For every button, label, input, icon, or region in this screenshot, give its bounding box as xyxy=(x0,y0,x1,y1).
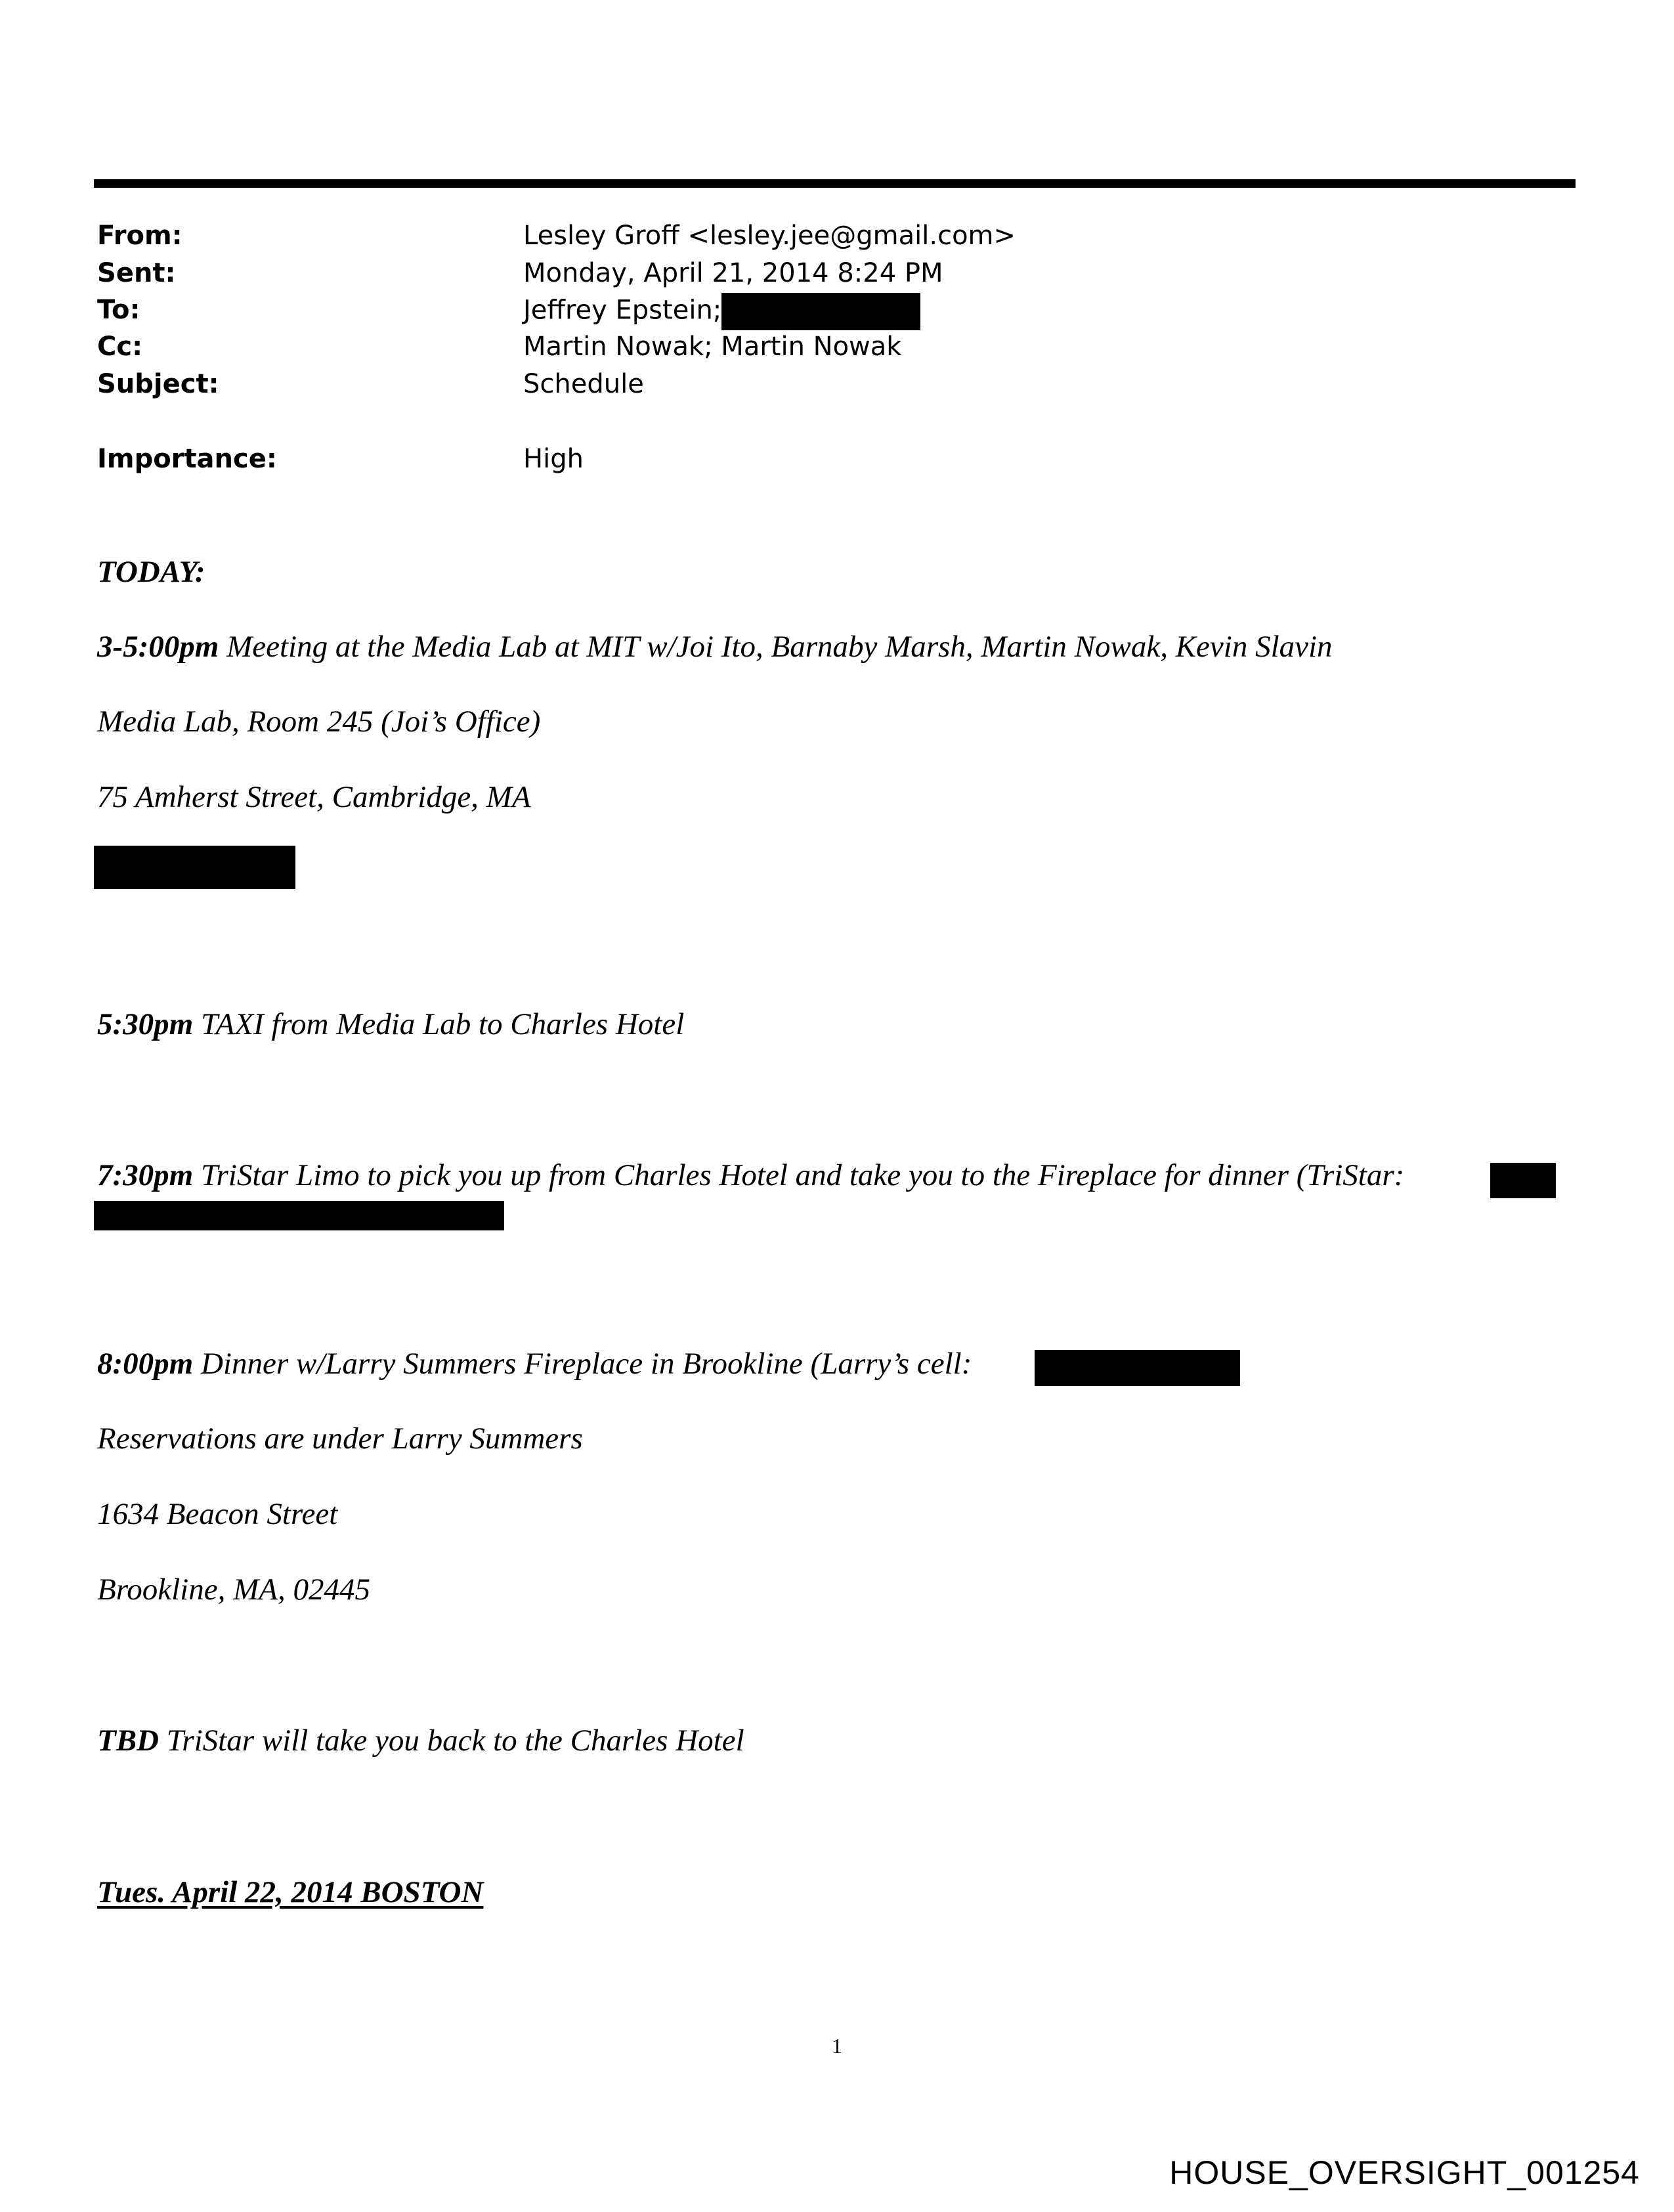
item-time: 8:00pm xyxy=(97,1347,194,1381)
dinner-reservations: Reservations are under Larry Summers xyxy=(97,1421,583,1456)
item-time: 5:30pm xyxy=(97,1007,194,1041)
item-text: Dinner w/Larry Summers Fireplace in Brookline (Larry’s cell: xyxy=(193,1347,972,1381)
today-heading xyxy=(97,552,205,592)
schedule-item-dinner xyxy=(97,1344,972,1383)
subject-label: Subject: xyxy=(97,369,219,399)
cc-value: Martin Nowak; Martin Nowak xyxy=(523,332,902,362)
meeting-address: 75 Amherst Street, Cambridge, MA xyxy=(97,780,531,814)
cc-label: Cc: xyxy=(97,332,143,362)
redaction-box xyxy=(1490,1163,1556,1198)
today-label: TODAY: xyxy=(97,555,205,589)
page-number: 1 xyxy=(832,2034,842,2058)
redaction-box xyxy=(94,1201,504,1230)
schedule-item-meeting xyxy=(97,627,1333,666)
sent-label: Sent: xyxy=(97,258,176,288)
schedule-item-limo xyxy=(97,1156,1404,1195)
importance-value: High xyxy=(523,444,584,474)
sent-value: Monday, April 21, 2014 8:24 PM xyxy=(523,258,943,288)
item-text: TriStar Limo to pick you up from Charles Hotel and take you to the Fireplace for dinner (TriStar: xyxy=(193,1158,1405,1192)
to-label: To: xyxy=(97,295,140,325)
to-recipient: Jeffrey Epstein; xyxy=(523,295,722,326)
item-time: 3-5:00pm xyxy=(97,630,219,664)
next-day-heading xyxy=(97,1873,483,1912)
item-text: Meeting at the Media Lab at MIT w/Joi Ito, Barnaby Marsh, Martin Nowak, Kevin Slavin xyxy=(219,630,1333,664)
subject-value: Schedule xyxy=(523,369,644,399)
meeting-place: Media Lab, Room 245 (Joi’s Office) xyxy=(97,705,541,739)
redaction-box xyxy=(721,293,920,330)
redaction-box xyxy=(94,846,295,889)
next-day-label: Tues. April 22, 2014 BOSTON xyxy=(97,1875,484,1909)
dinner-city: Brookline, MA, 02445 xyxy=(97,1572,370,1607)
redaction-box xyxy=(1035,1350,1240,1386)
from-value: Lesley Groff <lesley.jee@gmail.com> xyxy=(523,221,1016,251)
item-time: TBD xyxy=(97,1724,159,1758)
importance-label: Importance: xyxy=(97,444,277,474)
schedule-item-return xyxy=(97,1721,744,1760)
to-value xyxy=(523,293,920,330)
item-time: 7:30pm xyxy=(97,1158,194,1192)
item-text: TriStar will take you back to the Charles Hotel xyxy=(159,1724,744,1758)
header-rule xyxy=(94,179,1576,188)
bates-number: HOUSE_OVERSIGHT_001254 xyxy=(1169,2154,1640,2191)
dinner-street: 1634 Beacon Street xyxy=(97,1497,338,1531)
from-label: From: xyxy=(97,221,182,251)
schedule-item-taxi xyxy=(97,1005,684,1044)
item-text: TAXI from Media Lab to Charles Hotel xyxy=(193,1007,685,1041)
